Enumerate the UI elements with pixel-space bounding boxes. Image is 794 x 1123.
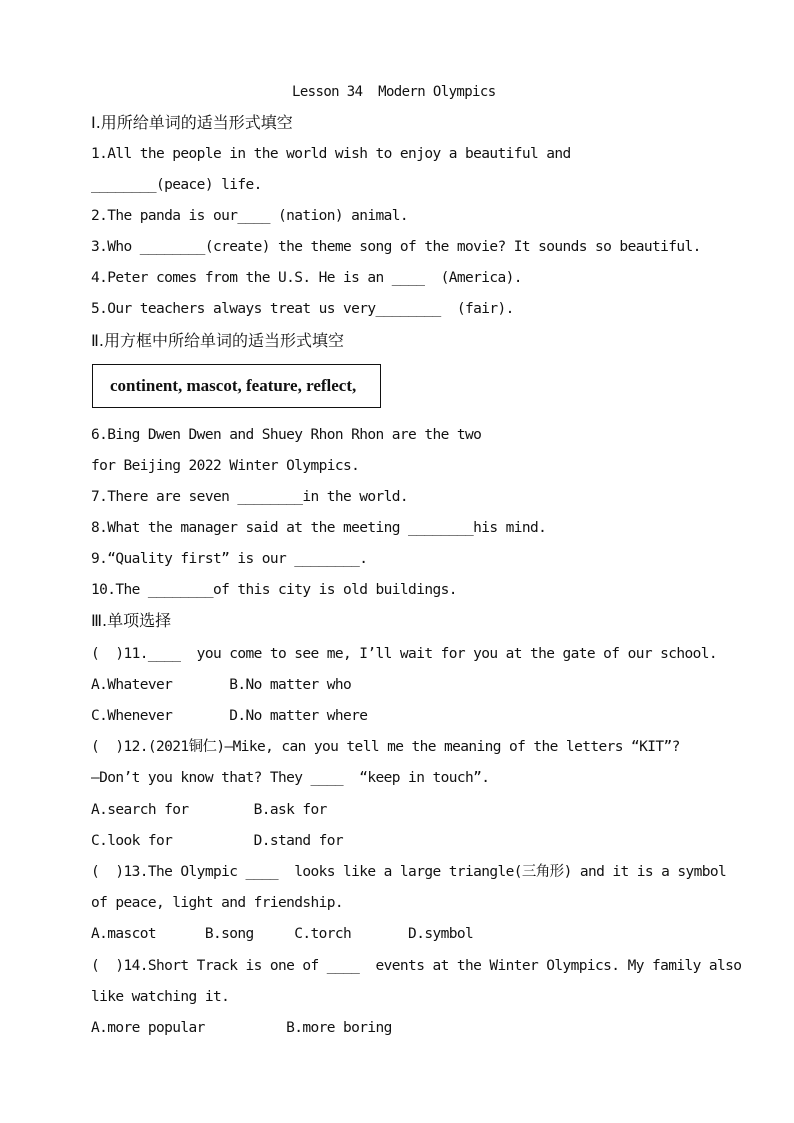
question-13-line-1: ( )13.The Olympic ____ looks like a large triangle(三角形) and it is a symbol [91, 864, 727, 880]
question-6-line-1: 6.Bing Dwen Dwen and Shuey Rhon Rhon are the two [91, 427, 482, 443]
page-title: Lesson 34 Modern Olympics [292, 84, 496, 100]
question-12-options-cd: C.look for D.stand for [91, 833, 344, 849]
question-13-line-2: of peace, light and friendship. [91, 895, 344, 911]
question-13-options: A.mascot B.song C.torch D.symbol [91, 926, 474, 942]
question-11-options-cd: C.Whenever D.No matter where [91, 708, 368, 724]
section-2-heading: Ⅱ.用方框中所给单词的适当形式填空 [91, 331, 344, 350]
question-4: 4.Peter comes from the U.S. He is an ____ (America). [91, 270, 522, 286]
question-1-line-1: 1.All the people in the world wish to enjoy a beautiful and [91, 146, 571, 162]
question-14-line-1: ( )14.Short Track is one of ____ events at the Winter Olympics. My family also [91, 958, 742, 974]
question-12-options-ab: A.search for B.ask for [91, 802, 327, 818]
section-3-heading: Ⅲ.单项选择 [91, 611, 172, 630]
question-2: 2.The panda is our____ (nation) animal. [91, 208, 409, 224]
question-6-line-2: for Beijing 2022 Winter Olympics. [91, 458, 360, 474]
question-9: 9.“Quality first” is our ________. [91, 551, 368, 567]
question-8: 8.What the manager said at the meeting ________his mind. [91, 520, 547, 536]
question-11: ( )11.____ you come to see me, I’ll wait for you at the gate of our school. [91, 646, 717, 662]
question-14-options-ab: A.more popular B.more boring [91, 1020, 392, 1036]
question-10: 10.The ________of this city is old buildings. [91, 582, 457, 598]
section-1-heading: Ⅰ.用所给单词的适当形式填空 [91, 113, 293, 132]
question-5: 5.Our teachers always treat us very________ (fair). [91, 301, 514, 317]
question-1-line-2: ________(peace) life. [91, 177, 262, 193]
question-12-line-2: —Don’t you know that? They ____ “keep in touch”. [91, 770, 490, 786]
question-7: 7.There are seven ________in the world. [91, 489, 409, 505]
word-box-words: continent, mascot, feature, reflect, [110, 376, 357, 395]
question-14-line-2: like watching it. [91, 989, 230, 1005]
question-12-line-1: ( )12.(2021铜仁)—Mike, can you tell me the meaning of the letters “KIT”? [91, 739, 680, 755]
question-3: 3.Who ________(create) the theme song of the movie? It sounds so beautiful. [91, 239, 701, 255]
word-box [92, 364, 381, 408]
question-11-options-ab: A.Whatever B.No matter who [91, 677, 352, 693]
